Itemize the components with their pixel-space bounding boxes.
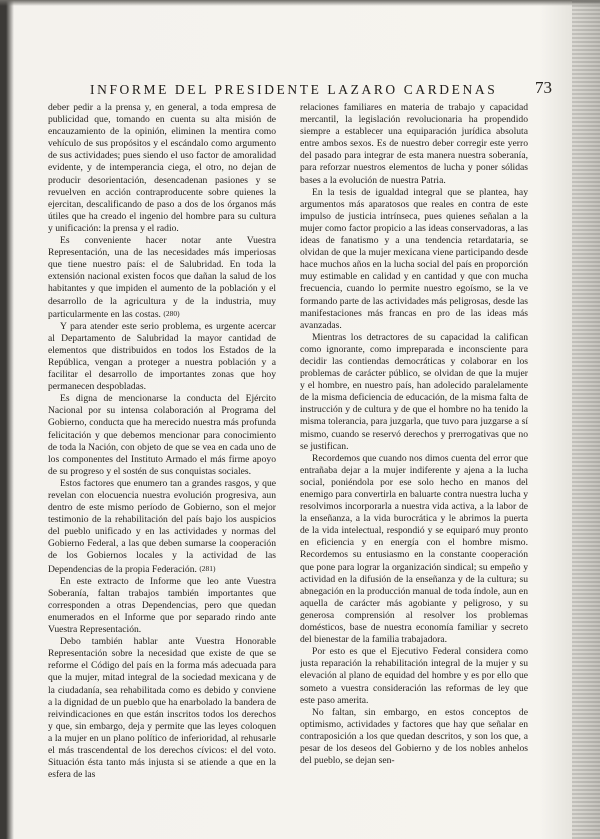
paragraph: Mientras los detractores de su capacidad la califican como ignorante, como impreparada e inconsciente para decidir las contiendas democráticas y colaborar en los problemas de carácter público, se olvidan de que la mujer y el hombre, en nuestro país, han adolecido paralelamente de la misma deficiencia de educación, de la misma falta de instrucción y de cultura y de que el hombre no ha tenido la misma tolerancia, para juzgarla, que tuvo para juzgarse a sí mismo, cuando se reservó derechos y prerrogativas que no se justifican.	[300, 331, 528, 452]
paragraph: relaciones familiares en materia de trabajo y capacidad mercantil, la legislación revolucionaria ha propendido siempre a establecer una equiparación jurídica absoluta entre ambos sexos. Es de nuestro deber corregir este yerro del pasado para integrar de esta manera nuestra soberanía, para reforzar nuestros elementos de lucha y poner sólidas bases a la evolución de nuestra Patria.	[300, 102, 528, 186]
paragraph: Es conveniente hacer notar ante Vuestra Representación, una de las necesidades más imperiosas que tiene nuestro país: el de Salubridad. En toda la extensión nacional existen focos que dañan la salud de los habitantes y que impiden el aumento de la población y el desarrollo de la agricultura y de la industria, muy particularmente en las costas. (280)	[48, 235, 276, 320]
page-number: 73	[535, 78, 552, 97]
paragraph: Por esto es que el Ejecutivo Federal considera como justa reparación la rehabilitación integral de la mujer y su elevación al plano de equidad del hombre y es por ello que someto a vuestra consideración las reformas de ley que este paso amerita.	[300, 646, 528, 706]
paragraph: Debo también hablar ante Vuestra Honorable Representación sobre la necesidad que existe de que se reforme el Código del país en la forma más adecuada para que la mujer, mitad integral de la sociedad mexicana y de la ciudadanía, sea rehabilitada como es debido y conviene a la dignidad de un pueblo que ha enarbolado la bandera de reivindicaciones en que están inscritos todos los derechos y que, sin embargo, deja y permite que las leyes coloquen a la mujer en un plano político de inferioridad, al rehusarle el más trascendental de los derechos cívicos: el del voto. Situación ésta tanto más injusta si se atiende a que en la esfera de las	[48, 636, 276, 781]
right-edge-shadow	[572, 0, 600, 839]
paragraph: deber pedir a la prensa y, en general, a toda empresa de publicidad que, tomando en cuenta su alta misión de encauzamiento de la opinión, eliminen la mentira como vehículo de sus propósitos y el escándalo como argumento de sus actividades; pues siendo el uso factor de amoralidad evidente, y de intemperancia ciega, el otro, no dejan de producir desorientación, desencadenan pasiones y se revuelven en acción contraproducente sobre quienes la ejercitan, descalificando de paso a dos de los órganos más útiles que ha creado el ingenio del hombre para su cultura y unificación: la prensa y el radio.	[48, 102, 276, 234]
paragraph: En la tesis de igualdad integral que se plantea, hay argumentos más aparatosos que reales en contra de este impulso de justicia intrínseca, pues quienes señalan a la mujer como factor propicio a las ideas conservadoras, a las ideas de fanatismo y a una tendencia retardataria, se olvidan de que la mujer mexicana viene participando desde hace muchos años en la lucha social del país en proporción muy estimable en calidad y en cantidad y que con mucha frecuencia, cuando lo permite nuestro egoísmo, se la ve formando parte de las actividades más peligrosas, desde las manifestaciones más francas en pro de las ideas más avanzadas.	[300, 186, 528, 331]
left-column	[48, 102, 276, 822]
right-column	[300, 102, 528, 822]
paragraph: Estos factores que enumero tan a grandes rasgos, y que revelan con elocuencia nuestra evolución progresiva, aun dentro de este mismo período de Gobierno, son el mejor testimonio de la rehabilitación del país bajo los auspicios del pueblo unificado y en las actividades y normas del Gobierno Federal, a las que deben sumarse la cooperación de los Gobiernos locales y la actividad de las Dependencias de la propia Federación. (281)	[48, 477, 276, 575]
paragraph: No faltan, sin embargo, en estos conceptos de optimismo, actividades y factores que hay que señalar en contraposición a los que quedan descritos, y son los que, a pesar de los deseos del Gobierno y de los nobles anhelos del pueblo, se dejan sen-	[300, 706, 528, 767]
paragraph: Es digna de mencionarse la conducta del Ejército Nacional por su intensa colaboración al Programa del Gobierno, conducta que ha merecido nuestra más profunda felicitación y que debemos mencionar para conocimiento de toda la Nación, con objeto de que se vea en cada uno de los componentes del Instituto Armado el más firme apoyo de su progreso y el sostén de sus conquistas sociales.	[48, 393, 276, 477]
paragraph: Y para atender este serio problema, es urgente acercar al Departamento de Salubridad la mayor cantidad de elementos que distribuidos en todos los Estados de la República, vengan a proteger a nuestra población y a facilitar el desarrollo de importantes zonas que hoy permanecen despobladas.	[48, 320, 276, 393]
body-text	[48, 102, 528, 822]
paragraph: En este extracto de Informe que leo ante Vuestra Soberanía, faltan trabajos también importantes que corresponden a otras Dependencias, pero que quedan enumerados en el Informe que por separado rindo ante Vuestra Representación.	[48, 575, 276, 636]
footnote-ref: (281)	[199, 563, 216, 573]
top-edge-shadow	[0, 0, 600, 6]
running-header	[40, 78, 560, 100]
header-title: INFORME DEL PRESIDENTE LAZARO CARDENAS	[90, 82, 498, 97]
paragraph: Recordemos que cuando nos dimos cuenta del error que entrañaba dejar a la mujer indiferente y ajena a la lucha social, poniéndola por ese solo hecho en manos del enemigo para convertirla en baluarte contra nuestra lucha y resolvimos incorporarla a nuestra vida activa, a la labor de la enseñanza, a la vida burocrática y le abrimos la puerta de la vida intelectual, respondió y se equiparó muy pronto en eficiencia y en energía con el hombre mismo. Recordemos su entusiasmo en la constante cooperación que pone para lograr la organización sindical; su empeño y actividad en la difusión de la enseñanza y de la cultura; su abnegación en la producción manual de toda índole, aun en aquella de carácter más agobiante y peligroso, y su generosa comprensión al resolver los problemas domésticos, base de nuestra economía familiar y secreto del bienestar de la familia trabajadora.	[300, 452, 528, 646]
footnote-ref: (280)	[163, 308, 180, 318]
